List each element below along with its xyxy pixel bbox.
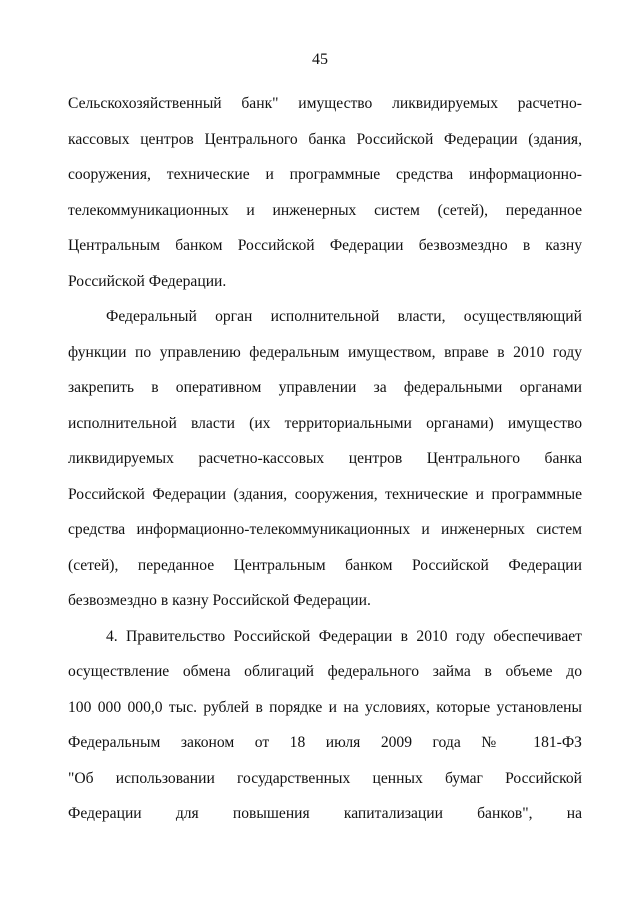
text-line: Федерации для повышения капитализации банков", на	[68, 805, 582, 822]
text-line: Сельскохозяйственный банк" имущество ликвидируемых расчетно-	[68, 95, 582, 112]
text-line: средства информационно-телекоммуникационных и инженерных систем	[68, 521, 582, 538]
text-line: закрепить в оперативном управлении за федеральными органами	[68, 379, 582, 396]
text-line: Федеральным законом от 18 июля 2009 года № 181-ФЗ	[68, 734, 582, 751]
text-line: (сетей), переданное Центральным банком Российской Федерации	[68, 556, 582, 574]
text-line: 4. Правительство Российской Федерации в 2010 году обеспечивает	[106, 627, 582, 645]
page-number: 45	[312, 51, 328, 68]
paragraph-1	[68, 86, 582, 299]
text-line: безвозмездно в казну Российской Федерации.	[68, 592, 371, 609]
text-line: сооружения, технические и программные средства информационно-	[68, 166, 582, 183]
paragraph-2	[68, 299, 582, 619]
text-line: ликвидируемых расчетно-кассовых центров Центрального банка	[68, 450, 582, 467]
text-line: телекоммуникационных и инженерных систем (сетей), переданное	[68, 201, 582, 219]
paragraph-3	[68, 619, 582, 832]
text-line: 100 000 000,0 тыс. рублей в порядке и на условиях, которые установлены	[68, 698, 582, 716]
text-line: исполнительной власти (их территориальными органами) имущество	[68, 414, 582, 432]
text-line: Федеральный орган исполнительной власти, осуществляющий	[106, 308, 582, 325]
text-line: осуществление обмена облигаций федерального займа в объеме до	[68, 663, 582, 680]
text-line: Российской Федерации.	[68, 272, 227, 290]
text-line: кассовых центров Центрального банка Российской Федерации (здания,	[68, 130, 582, 148]
document-body	[68, 86, 582, 832]
text-line: функции по управлению федеральным имуществом, вправе в 2010 году	[68, 343, 582, 361]
text-line: Российской Федерации (здания, сооружения, технические и программные	[68, 485, 582, 503]
text-line: "Об использовании государственных ценных бумаг Российской	[68, 769, 582, 787]
text-line: Центральным банком Российской Федерации безвозмездно в казну	[68, 237, 582, 254]
